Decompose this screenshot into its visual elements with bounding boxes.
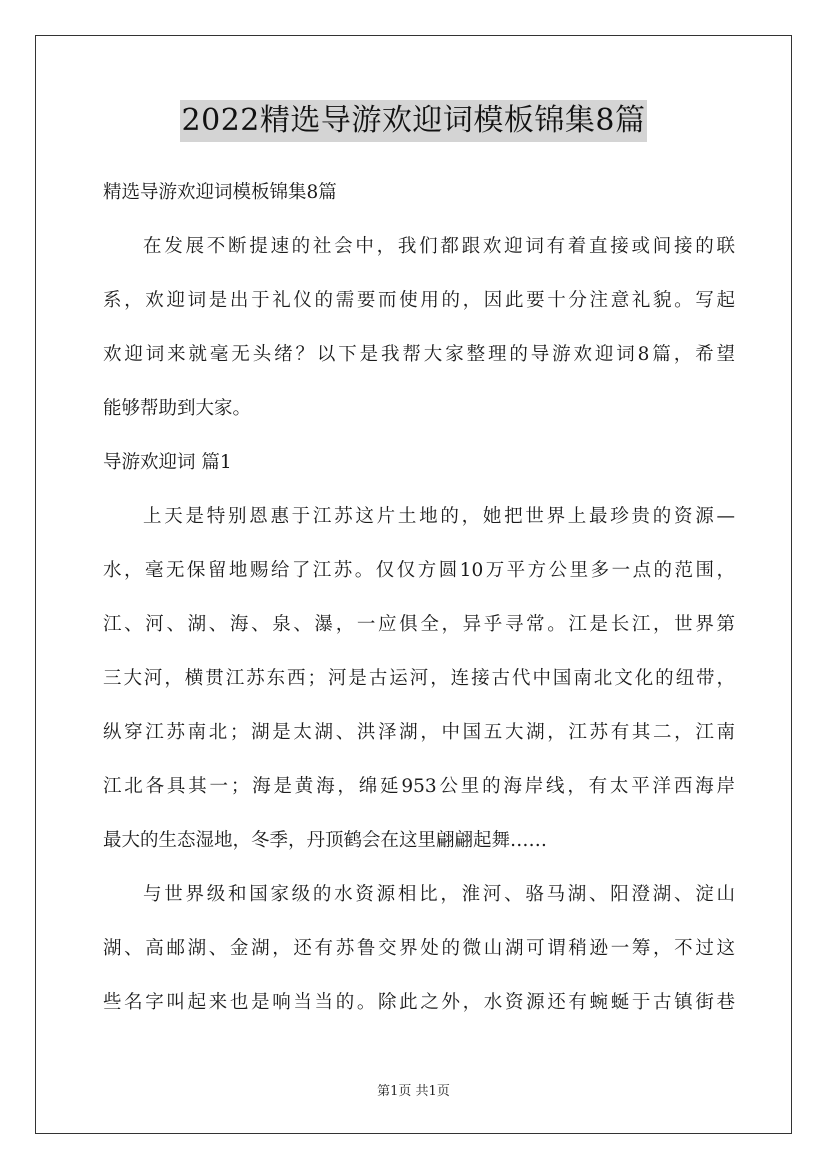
section-line: 湖、高邮湖、金湖，还有苏鲁交界处的微山湖可谓稍逊一筹，不过这	[103, 938, 735, 959]
section-line: 三大河，横贯江苏东西；河是古运河，连接古代中国南北文化的纽带，	[103, 668, 735, 689]
section-line: 江、河、湖、海、泉、瀑，一应俱全，异乎寻常。江是长江，世界第	[103, 614, 735, 635]
document-body	[103, 170, 735, 1034]
intro-line: 在发展不断提速的社会中，我们都跟欢迎词有着直接或间接的联	[143, 236, 735, 257]
document-subtitle: 精选导游欢迎词模板锦集8篇	[103, 182, 337, 203]
section-heading: 导游欢迎词 篇1	[103, 452, 232, 473]
intro-line: 欢迎词来就毫无头绪？以下是我帮大家整理的导游欢迎词8篇，希望	[103, 344, 735, 365]
section-line: 最大的生态湿地，冬季，丹顶鹤会在这里翩翩起舞……	[103, 830, 548, 851]
section-line: 水，毫无保留地赐给了江苏。仅仅方圆10万平方公里多一点的范围，	[103, 560, 735, 581]
section-line: 纵穿江苏南北；湖是太湖、洪泽湖，中国五大湖，江苏有其二，江南	[103, 722, 735, 743]
title-container	[0, 100, 827, 142]
page-footer: 第1页 共1页	[377, 1084, 450, 1099]
document-title: 2022精选导游欢迎词模板锦集8篇	[180, 100, 648, 142]
section-line: 些名字叫起来也是响当当的。除此之外，水资源还有蜿蜒于古镇街巷	[103, 992, 735, 1013]
intro-line: 系，欢迎词是出于礼仪的需要而使用的，因此要十分注意礼貌。写起	[103, 290, 735, 311]
section-line: 江北各具其一；海是黄海，绵延953公里的海岸线，有太平洋西海岸	[103, 776, 735, 797]
intro-line: 能够帮助到大家。	[103, 398, 252, 419]
section-line: 与世界级和国家级的水资源相比，淮河、骆马湖、阳澄湖、淀山	[143, 884, 735, 905]
section-line: 上天是特别恩惠于江苏这片土地的，她把世界上最珍贵的资源—	[143, 506, 735, 527]
